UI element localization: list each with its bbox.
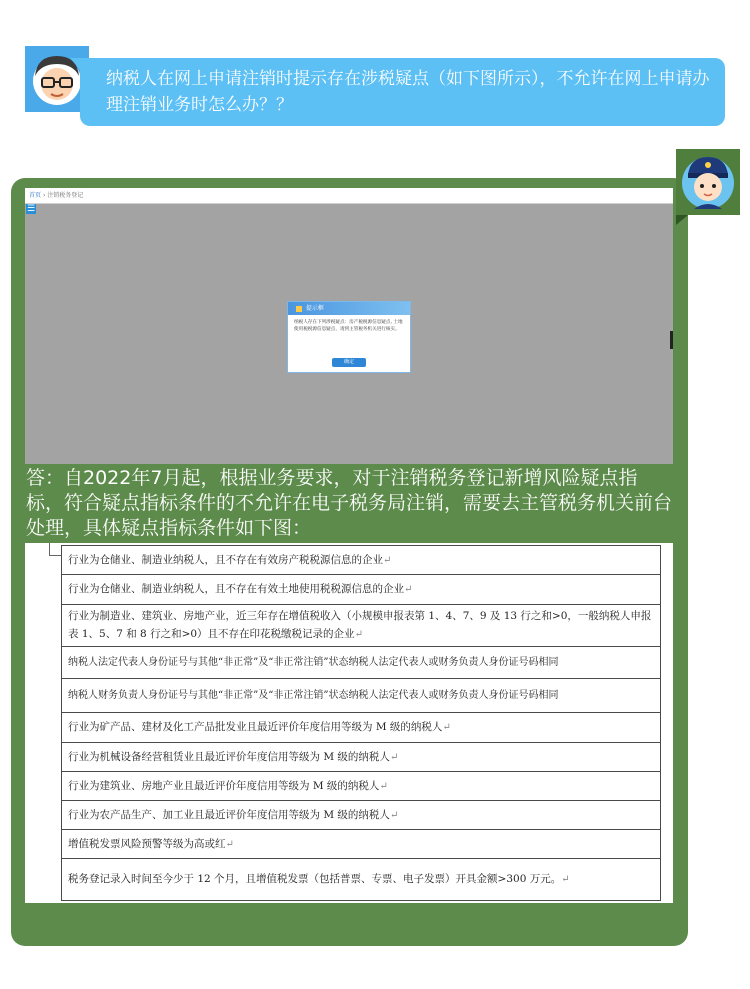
paragraph-mark: ↵ — [379, 780, 388, 792]
table-row — [62, 801, 661, 830]
table-row — [62, 575, 661, 605]
criterion-text: 纳税人财务负责人身份证号与其他“非正常”及“非正常注销”状态纳税人法定代表人或财务负责人身份证号码相同 — [68, 689, 559, 701]
dialog-title: 提示框 — [305, 305, 324, 312]
paragraph-mark: ↵ — [404, 584, 413, 595]
criterion-text: 行业为制造业、建筑业、房地产业，近三年存在增值税收入（小规模申报表第 1、4、7、9 及 13 行之和>0，一般纳税人申报表 1、5、7 和 8 行之和>0）且不存在印花税缴税记录的企业 — [68, 610, 652, 640]
criterion-text: 税务登记录入时间至今少于 12 个月，且增值税发票（包括普票、专票、电子发票）开具金额>300 万元。 — [68, 873, 562, 885]
table-cell — [62, 605, 661, 647]
criteria-table-image — [25, 543, 673, 903]
screenshot-topbar — [25, 188, 673, 204]
paragraph-mark: ↵ — [389, 751, 399, 763]
criterion-text: 行业为矿产品、建材及化工产品批发业且最近评价年度信用等级为 M 级的纳税人 — [68, 721, 443, 733]
dialog-ok-button[interactable]: 确定 — [332, 358, 366, 367]
question-text: 纳税人在网上申请注销时提示存在涉税疑点（如下图所示），不允许在网上申请办理注销业务时怎么办？？ — [106, 69, 710, 115]
scroll-handle[interactable] — [670, 331, 673, 349]
table-row — [62, 743, 661, 772]
paragraph-mark: ↵ — [225, 838, 234, 850]
home-tab[interactable]: 首页 — [29, 192, 42, 199]
paragraph-mark: ↵ — [354, 629, 363, 640]
table-row — [62, 859, 661, 901]
warning-icon — [296, 306, 302, 312]
table-cell — [62, 647, 661, 679]
table-row — [62, 647, 661, 679]
criterion-text: 行业为农产品生产、加工业且最近评价年度信用等级为 M 级的纳税人 — [68, 808, 390, 821]
table-cell — [62, 546, 661, 575]
paragraph-mark: ↵ — [383, 554, 392, 566]
table-cell — [62, 575, 661, 605]
answer-text: 答：自2022年7月起，根据业务要求，对于注销税务登记新增风险疑点指标，符合疑点指标条件的不允许在电子税务局注销，需要去主管税务机关前台处理，具体疑点指标条件如下图： — [26, 467, 673, 539]
menu-icon[interactable]: ☰ — [26, 204, 36, 214]
embedded-screenshot — [25, 188, 673, 464]
tax-officer-avatar — [676, 149, 740, 215]
paragraph-mark: ↵ — [389, 809, 399, 821]
table-row — [62, 772, 661, 801]
table-row — [62, 830, 661, 859]
answer-bubble-tail — [676, 215, 688, 225]
criterion-text: 行业为建筑业、房地产业且最近评价年度信用等级为 M 级的纳税人 — [68, 779, 380, 792]
dialog-message: 纳税人存在下列涉税疑点：房产税税源信息疑点, 土地使用税税源信息疑点，请到主管税务机关进行核实。 — [294, 320, 403, 332]
table-row — [62, 679, 661, 713]
table-cell — [62, 801, 661, 830]
table-cell — [62, 772, 661, 801]
criterion-text: 行业为仓储业、制造业纳税人，且不存在有效房产税税源信息的企业 — [68, 553, 383, 566]
dialog-header — [288, 302, 410, 315]
question-bubble — [80, 58, 725, 126]
criterion-text: 增值税发票风险预警等级为高或红 — [68, 837, 226, 850]
table-cell — [62, 679, 661, 713]
tab-separator: › — [42, 192, 48, 199]
table-cell — [62, 830, 661, 859]
paragraph-mark: ↵ — [561, 874, 570, 885]
criterion-text: 行业为仓储业、制造业纳税人，且不存在有效土地使用税税源信息的企业 — [68, 583, 404, 595]
table-row — [62, 713, 661, 743]
table-row — [62, 605, 661, 647]
alert-dialog — [287, 301, 411, 373]
deregistration-tab[interactable]: 注销税务登记 — [47, 192, 84, 199]
criterion-text: 纳税人法定代表人身份证号与其他“非正常”及“非正常注销”状态纳税人法定代表人或财务负责人身份证号码相同 — [68, 656, 559, 668]
screenshot-tabs — [29, 191, 83, 200]
table-row — [62, 546, 661, 575]
criteria-table — [61, 545, 661, 901]
table-cell — [62, 859, 661, 901]
paragraph-mark: ↵ — [442, 722, 451, 733]
criterion-text: 行业为机械设备经营租赁业且最近评价年度信用等级为 M 级的纳税人 — [68, 750, 390, 763]
table-cell — [62, 713, 661, 743]
table-cell — [62, 743, 661, 772]
officer-face-icon — [676, 149, 740, 215]
